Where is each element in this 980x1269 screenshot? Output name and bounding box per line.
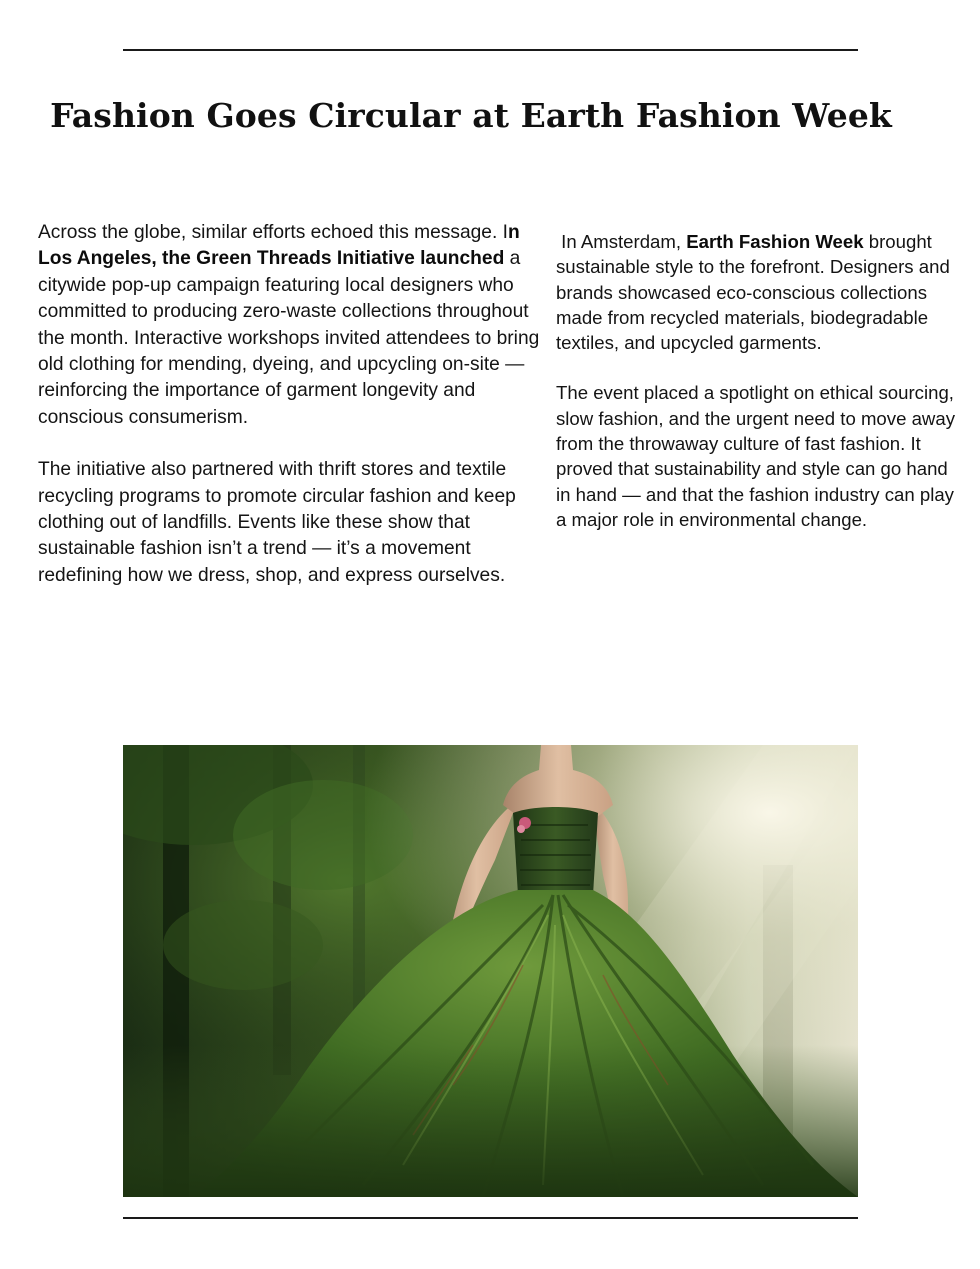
left-p1-bold: n Los Angeles, the Green Threads Initiative launched — [38, 222, 520, 270]
bottom-divider — [123, 1217, 858, 1219]
forest-gown-photo — [123, 745, 858, 1197]
top-divider — [123, 49, 858, 51]
left-paragraph-1 — [38, 220, 548, 431]
left-column — [38, 220, 548, 589]
right-paragraph-1 — [556, 229, 956, 355]
left-p1-text-start: Across the globe, similar efforts echoed this message. I — [38, 222, 508, 243]
right-p1-text-start: In Amsterdam, — [556, 231, 687, 252]
article-title: Fashion Goes Circular at Earth Fashion Week — [50, 96, 892, 135]
right-p1-text-end: brought sustainable style to the forefront. Designers and brands showcased eco-conscious collections made from recycled materials, biodegradable textiles, and upcycled garments. — [556, 231, 950, 354]
right-column — [556, 229, 956, 532]
right-paragraph-2: The event placed a spotlight on ethical sourcing, slow fashion, and the urgent need to move away from the throwaway culture of fast fashion. It proved that sustainability and style can go hand in hand — and that the fashion industry can play a major role in environmental change. — [556, 382, 955, 530]
left-paragraph-2: The initiative also partnered with thrift stores and textile recycling programs to promote circular fashion and keep clothing out of landfills. Events like these show that sustainable fashion isn’t a trend — it’s a movement redefining how we dress, shop, and express ourselves. — [38, 459, 516, 586]
left-p1-text-end: a citywide pop-up campaign featuring local designers who committed to producing zero-waste collections throughout the month. Interactive workshops invited attendees to bring old clothing for mending, dyeing, and upcycling on-site — reinforcing the importance of garment longevity and conscious consumerism. — [38, 248, 540, 428]
right-p1-bold: Earth Fashion Week — [686, 231, 864, 252]
